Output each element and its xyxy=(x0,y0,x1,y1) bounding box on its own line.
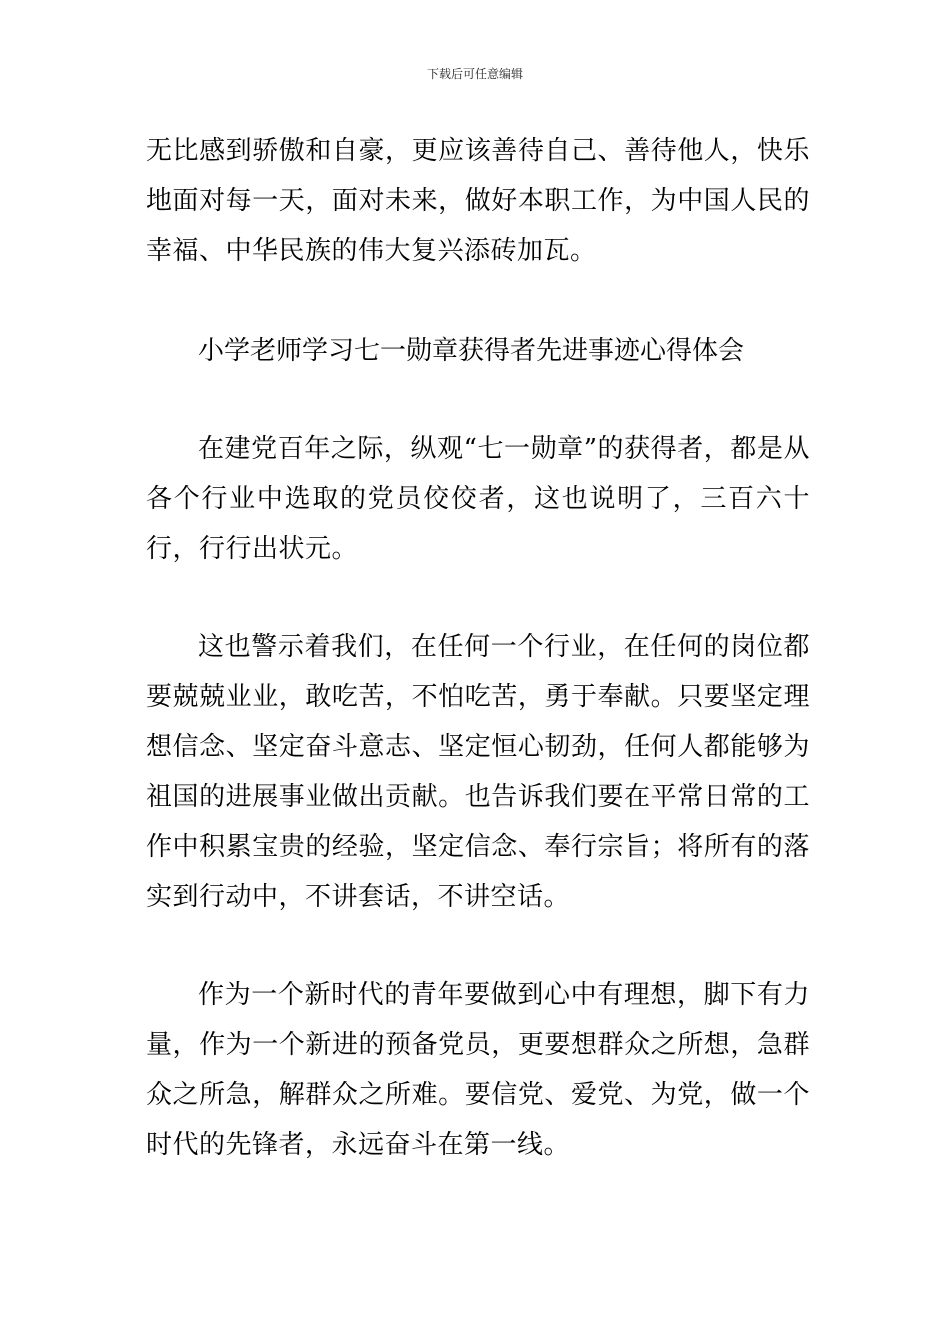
paragraph-3: 作为一个新时代的青年要做到心中有理想，脚下有力量，作为一个新进的预备党员，更要想群众之所想，急群众之所急，解群众之所难。要信党、爱党、为党，做一个时代的先锋者，永远奋斗在第一线。 xyxy=(146,980,810,1160)
paragraph-block-2 xyxy=(146,622,810,922)
paragraph-2: 这也警示着我们，在任何一个行业，在任何的岗位都要兢兢业业，敢吃苦，不怕吃苦，勇于奉献。只要坚定理想信念、坚定奋斗意志、坚定恒心韧劲，任何人都能够为祖国的进展事业做出贡献。也告诉我们要在平常日常的工作中积累宝贵的经验，坚定信念、奉行宗旨；将所有的落实到行动中，不讲套话，不讲空话。 xyxy=(146,632,810,912)
paragraph-block-1 xyxy=(146,424,810,574)
intro-paragraph-block xyxy=(146,126,810,276)
intro-paragraph: 无比感到骄傲和自豪，更应该善待自己、善待他人，快乐地面对每一天，面对未来，做好本职工作，为中国人民的幸福、中华民族的伟大复兴添砖加瓦。 xyxy=(146,136,810,266)
paragraph-1: 在建党百年之际，纵观“七一勋章”的获得者，都是从各个行业中选取的党员佼佼者，这也说明了，三百六十行，行行出状元。 xyxy=(146,434,810,564)
paragraph-block-3 xyxy=(146,970,810,1170)
header-note: 下载后可任意编辑 xyxy=(426,67,523,81)
section-heading: 小学老师学习七一勋章获得者先进事迹心得体会 xyxy=(198,336,745,366)
